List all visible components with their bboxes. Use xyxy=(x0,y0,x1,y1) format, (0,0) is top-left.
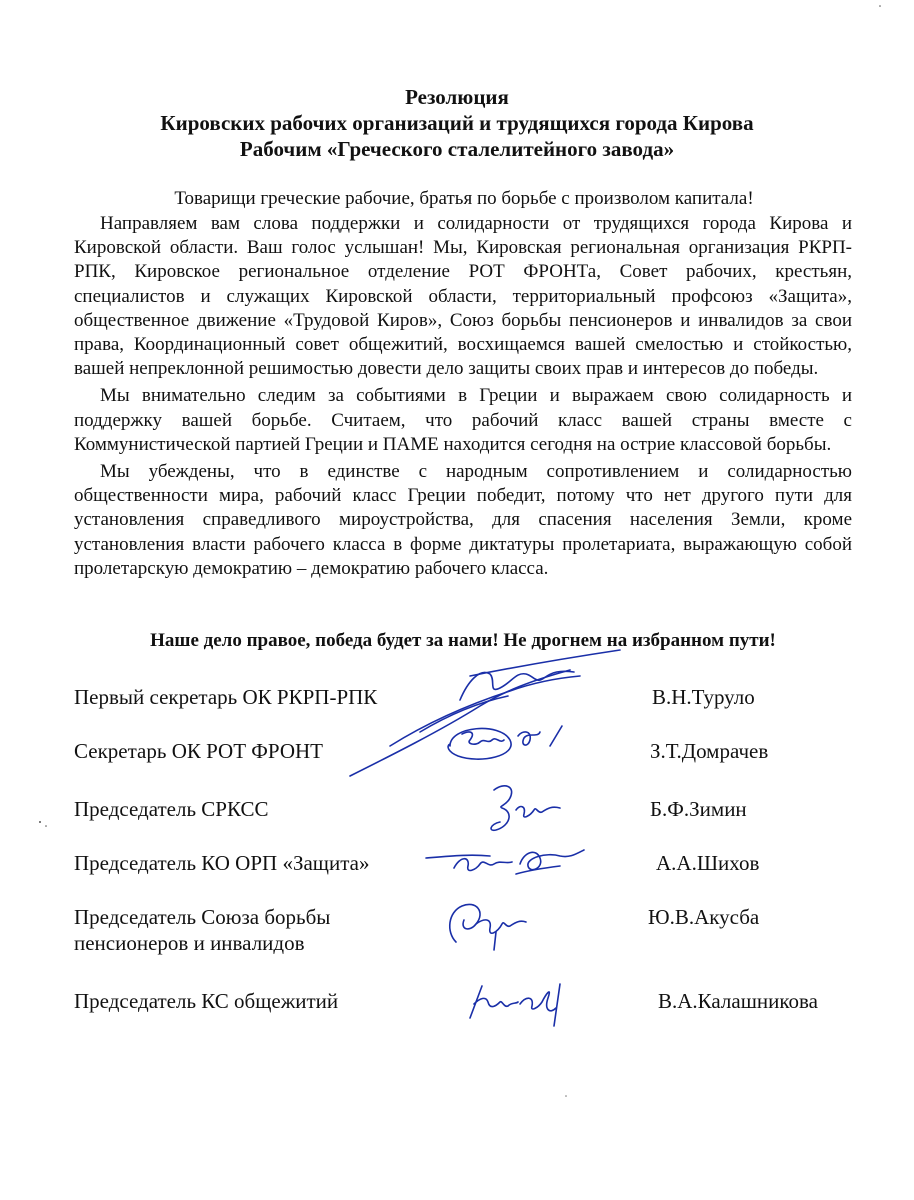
signatory-position: Секретарь ОК РОТ ФРОНТ xyxy=(74,739,323,763)
signatory-name: З.Т.Домрачев xyxy=(650,739,769,763)
closing-slogan: Наше дело правое, победа будет за нами! Не дрогнем на избранном пути! xyxy=(150,630,776,651)
signatory-name: Ю.В.Акусба xyxy=(648,905,760,929)
signatory-position: Председатель КС общежитий xyxy=(74,989,339,1013)
signatory-name: Б.Ф.Зимин xyxy=(650,797,747,821)
paragraph-2: Мы внимательно следим за событиями в Греции и выражаем свою солидарность и поддержку вашей борьбе. Считаем, что рабочий класс вашей страны вместе с Коммунистической партией Греции и ПАМЕ находится сегодня на острие классовой борьбы. xyxy=(74,385,852,455)
signatory-position: Председатель Союза борьбы пенсионеров и инвалидов xyxy=(74,905,331,955)
signatory-position: Председатель КО ОРП «Защита» xyxy=(74,851,370,875)
paragraph-3: Мы убеждены, что в единстве с народным сопротивлением и солидарностью общественности мира, рабочий класс Греции победит, потому что нет другого пути для установления справедливого мироустройства, для спасения населения Земли, кроме установления власти рабочего класса в форме диктатуры пролетариата, выражающую собой пролетарскую демократию – демократию рабочего класса. xyxy=(74,461,852,579)
title-line-2: Кировских рабочих организаций и трудящихся города Кирова xyxy=(160,111,754,135)
paragraph-1: Направляем вам слова поддержки и солидарности от трудящихся города Кирова и Кировской области. Ваш голос услышан! Мы, Кировская региональная организация РКРП-РПК, Кировское региональное отделение РОТ ФРОНТа, Совет рабочих, крестьян, специалистов и служащих Кировской области, территориальный профсоюз «Защита», общественное движение «Трудовой Киров», Союз борьбы пенсионеров и инвалидов за свои права, Координационный совет общежитий, восхищаемся вашей смелостью и стойкостью, вашей непреклонной решимостью довести дело защиты своих прав и интересов до победы. xyxy=(74,213,852,380)
signatory-name: А.А.Шихов xyxy=(656,851,760,875)
title-line-3: Рабочим «Греческого сталелитейного завода» xyxy=(239,137,675,161)
signatory-name: В.Н.Туруло xyxy=(652,685,755,709)
signatory-position: Первый секретарь ОК РКРП-РПК xyxy=(74,685,378,709)
title-line-1: Резолюция xyxy=(405,85,509,109)
greeting-line: Товарищи греческие рабочие, братья по борьбе с произволом капитала! xyxy=(174,188,754,209)
signatory-position: Председатель СРКСС xyxy=(74,797,269,821)
signatory-name: В.А.Калашникова xyxy=(658,989,818,1013)
